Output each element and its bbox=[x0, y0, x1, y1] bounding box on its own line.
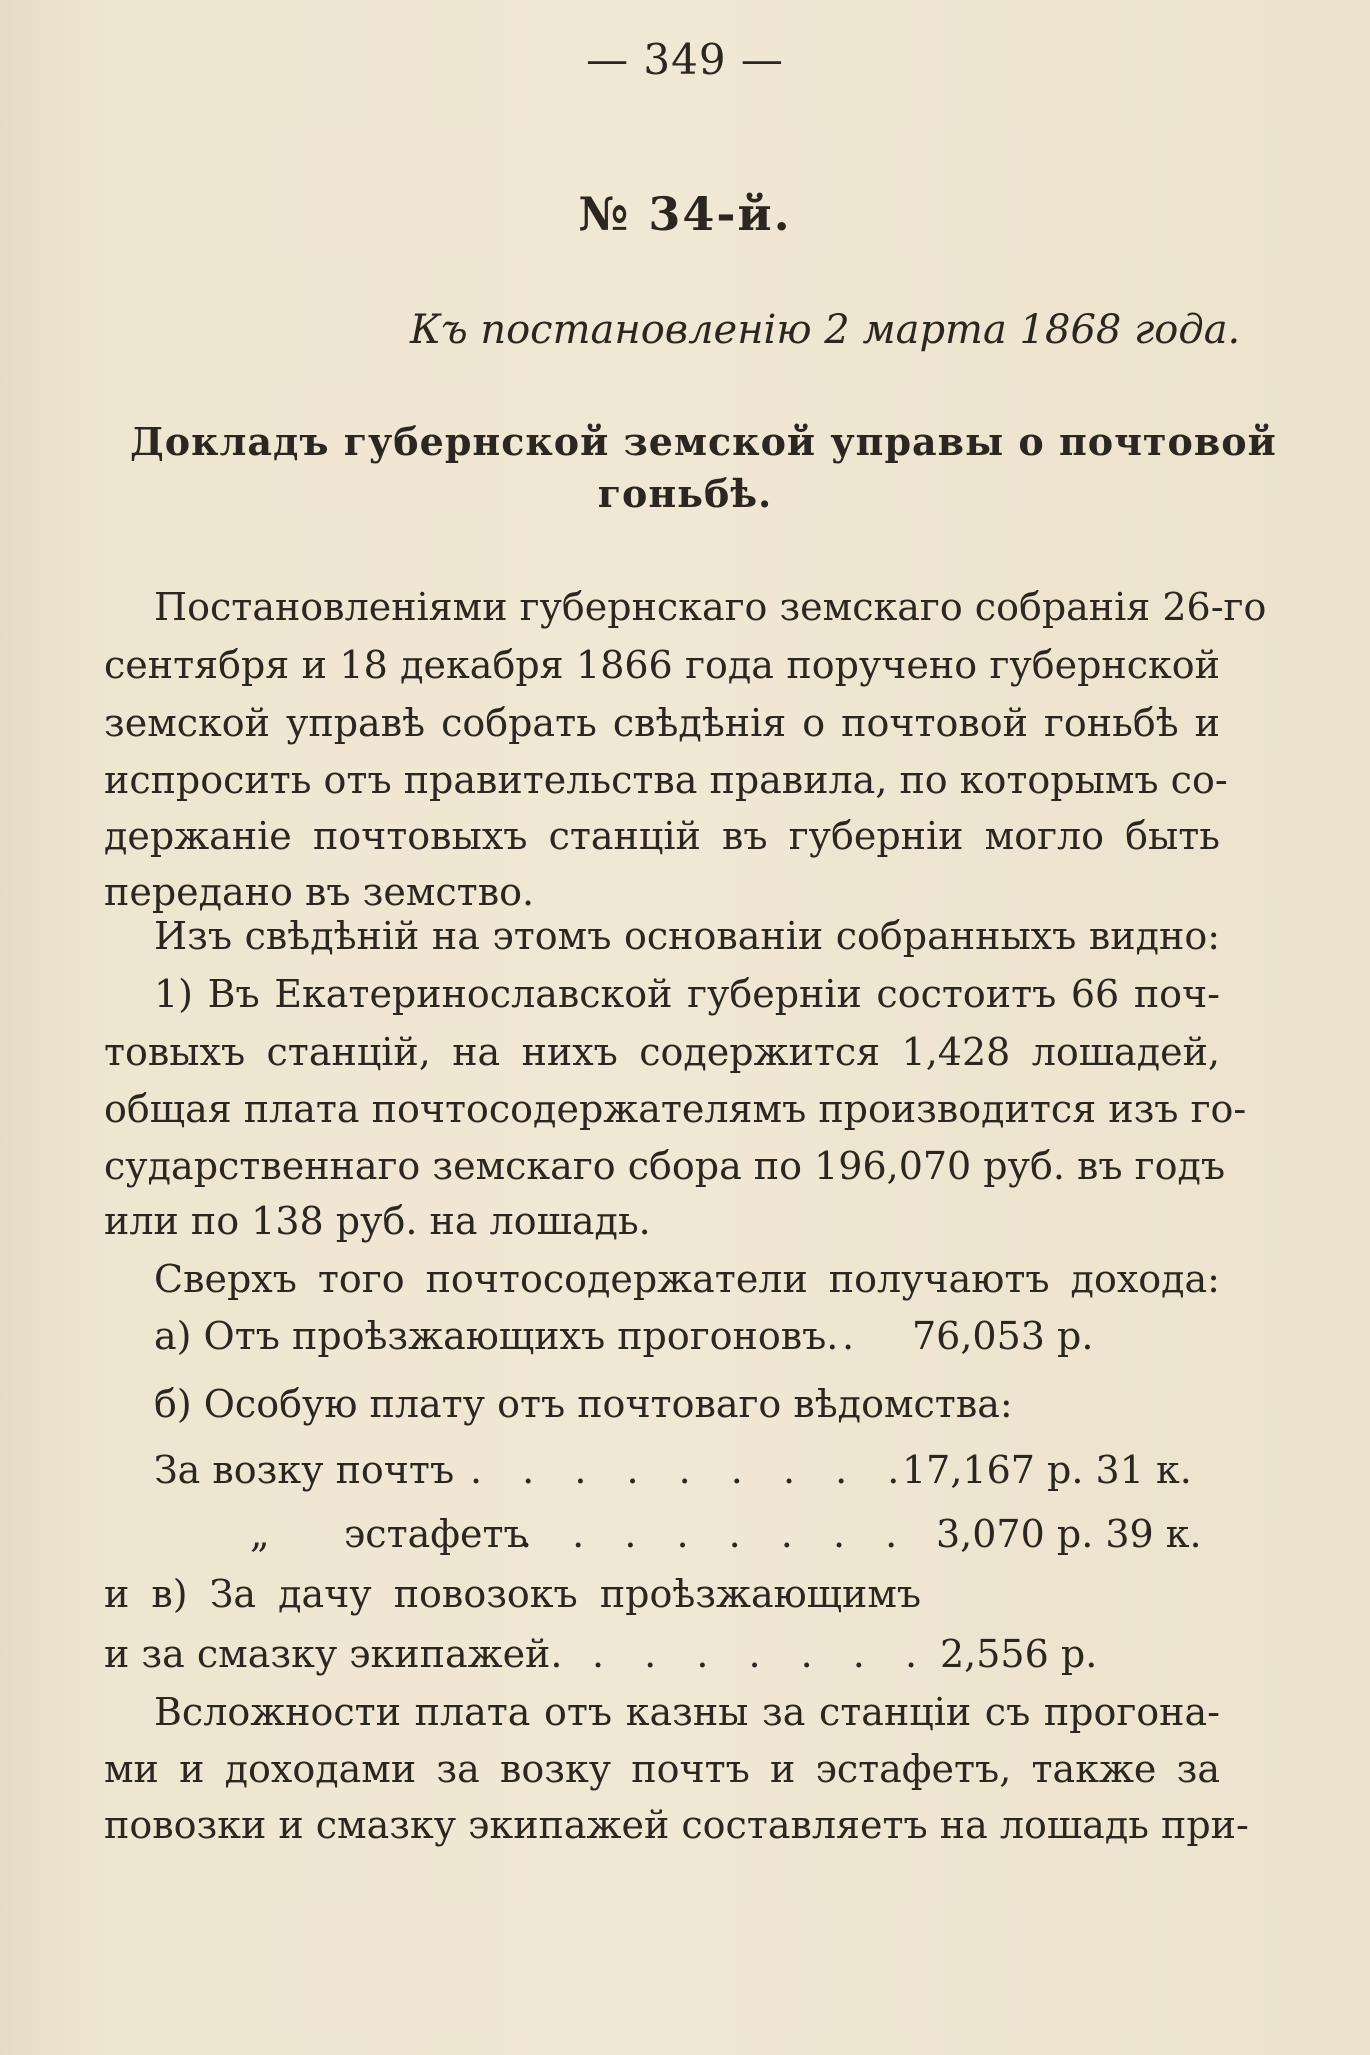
report-title-line-2: гоньбѣ. bbox=[597, 471, 773, 516]
income-b2-leader: . . . . . . . . bbox=[520, 1512, 912, 1556]
paragraph-3-line-2: товыхъ станцій, на нихъ содержится 1,428 лошадей, bbox=[104, 1030, 1220, 1074]
paragraph-1-line-3: земской управѣ собрать свѣдѣнія о почтовой гоньбѣ и bbox=[104, 701, 1220, 745]
income-b1-leader: . . . . . . . . . bbox=[470, 1448, 914, 1492]
paragraph-1-line-1: Постановленіями губернскаго земскаго собранія 26-го bbox=[154, 585, 1267, 629]
paragraph-3-line-1: 1) Въ Екатеринославской губерніи состоитъ 66 поч- bbox=[154, 972, 1220, 1016]
income-b-label: б) Особую плату отъ почтоваго вѣдомства: bbox=[154, 1382, 1013, 1426]
paragraph-5-line-2: ми и доходами за возку почтъ и эстафетъ, также за bbox=[104, 1747, 1220, 1791]
paragraph-1-line-6: передано въ земство. bbox=[104, 870, 535, 914]
income-b1-label: За возку почтъ bbox=[154, 1448, 455, 1492]
paragraph-3-line-5: или по 138 руб. на лошадь. bbox=[104, 1199, 651, 1243]
income-c-label-line-1: и в) За дачу повозокъ проѣзжающимъ bbox=[104, 1572, 922, 1616]
income-b1-amount: 17,167 р. 31 к. bbox=[902, 1448, 1192, 1492]
paragraph-5-line-3: повозки и смазку экипажей составляетъ на лошадь при- bbox=[104, 1803, 1249, 1847]
page-number: — 349 — bbox=[586, 35, 784, 84]
paragraph-3-line-3: общая плата почтосодержателямъ производится изъ го- bbox=[104, 1087, 1247, 1131]
resolution-reference: Къ постановленію 2 марта 1868 года. bbox=[410, 307, 1241, 353]
report-title-line-1: Докладъ губернской земской управы о почтовой bbox=[130, 419, 1277, 464]
paragraph-1-line-2: сентября и 18 декабря 1866 года поручено губернской bbox=[104, 643, 1220, 687]
paragraph-1-line-5: держаніе почтовыхъ станцій въ губерніи могло быть bbox=[104, 814, 1220, 858]
paragraph-5-line-1: Всложности плата отъ казны за станціи съ прогона- bbox=[154, 1690, 1220, 1734]
income-a-label: а) Отъ проѣзжающихъ прогоновъ. bbox=[154, 1314, 839, 1358]
income-b2-label: эстафетъ bbox=[344, 1512, 528, 1556]
income-a-leader: . bbox=[842, 1314, 869, 1358]
paragraph-4-line-1: Сверхъ того почтосодержатели получаютъ дохода: bbox=[154, 1257, 1220, 1301]
income-c-label-line-2: и за смазку экипажей. bbox=[104, 1632, 563, 1676]
income-b2-amount: 3,070 р. 39 к. bbox=[936, 1512, 1202, 1556]
income-c-leader: . . . . . . . bbox=[592, 1632, 932, 1676]
income-b2-ditto-mark: „ bbox=[250, 1512, 270, 1556]
paragraph-3-line-4: сударственнаго земскаго сбора по 196,070 руб. въ годъ bbox=[104, 1144, 1226, 1188]
paragraph-2-line-1: Изъ свѣдѣній на этомъ основаніи собранныхъ видно: bbox=[154, 914, 1220, 958]
income-a-amount: 76,053 р. bbox=[912, 1314, 1094, 1358]
income-c-amount: 2,556 р. bbox=[940, 1632, 1098, 1676]
document-number: № 34-й. bbox=[578, 187, 792, 241]
paragraph-1-line-4: испросить отъ правительства правила, по которымъ со- bbox=[104, 758, 1228, 802]
